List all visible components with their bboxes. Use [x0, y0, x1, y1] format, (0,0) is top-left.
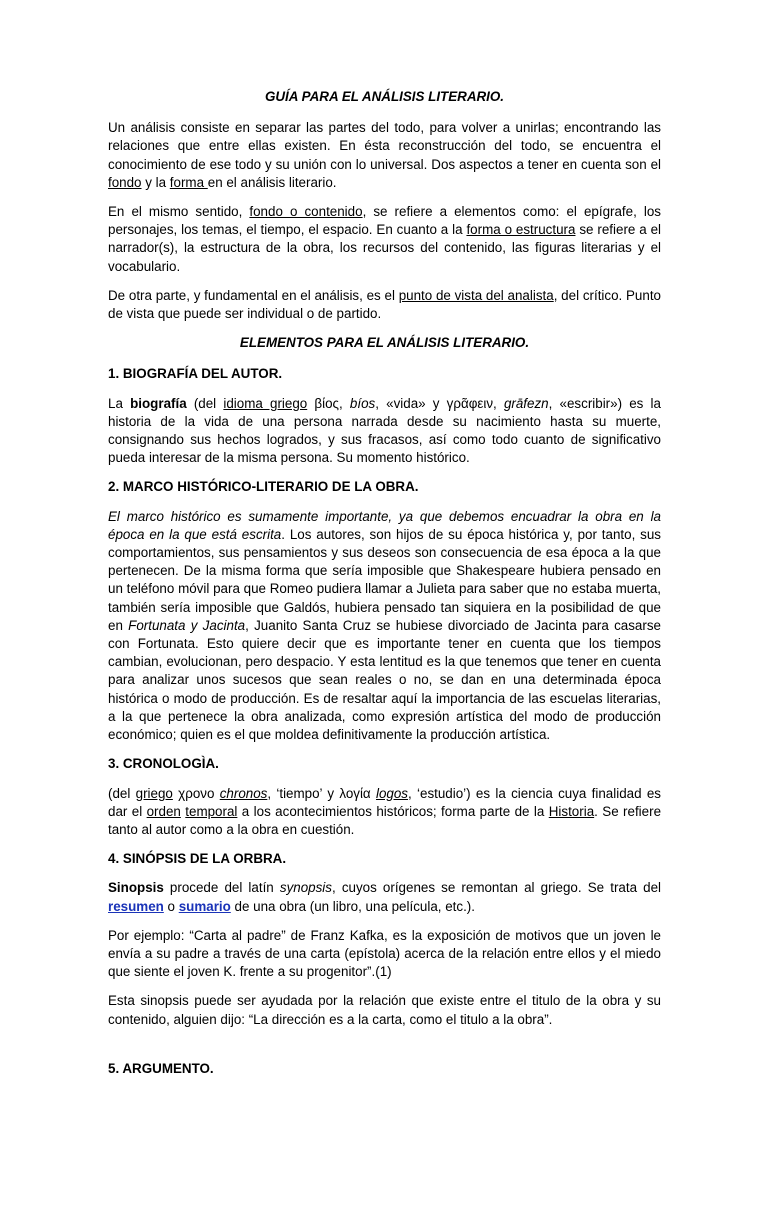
- section-4-paragraph-3: Esta sinopsis puede ser ayudada por la relación que existe entre el titulo de la obra y su contenido, alguien dijo: “La dirección es a la carta, como el titulo a la obra”.: [108, 993, 661, 1027]
- link-idioma-griego[interactable]: idioma griego: [223, 395, 308, 411]
- punto-de-vista-paragraph: De otra parte, y fundamental en el análisis, es el punto de vista del analista, del crítico. Punto de vista que puede ser individual o de partido.: [108, 287, 661, 322]
- section-4-paragraph-2: Por ejemplo: “Carta al padre” de Franz Kafka, es la exposición de motivos que un joven le envía a su padre a través de una carta (epístola) acerca de la relación entre ellos y el miedo que siente el joven K. frente a su progenitor”.(1): [108, 927, 661, 980]
- section-1-title: 1. BIOGRAFÍA DEL AUTOR.: [108, 366, 283, 382]
- section-1-paragraph: La biografía (del idioma griego βίος, bíos, «vida» y γρᾶφειν, grāfezn, «escribir») es la historia de la vida de una persona narrada desde su nacimiento hasta su muerte, consignando sus hechos logrados, y sus fracasos, así como todo cuanto de significativo pueda interesar de la misma persona. Su momento histórico.: [108, 395, 661, 466]
- link-resumen[interactable]: resumen: [108, 898, 164, 914]
- section-5-title: 5. ARGUMENTO.: [108, 1060, 214, 1076]
- document-title: GUÍA PARA EL ANÁLISIS LITERARIO.: [264, 89, 505, 104]
- term-forma: forma: [169, 174, 208, 190]
- link-temporal[interactable]: temporal: [185, 803, 238, 819]
- link-sumario[interactable]: sumario: [178, 898, 231, 914]
- intro-paragraph: Un análisis consiste en separar las partes del todo, para volver a unirlas; encontrando las relaciones que entre ellas existen. En ésta reconstrucción del todo, se encuentra el conocimiento de ese todo y su unión con lo universal. Dos aspectos a tener en cuenta son el fondo y la forma en el análisis literario.: [108, 120, 661, 190]
- link-griego[interactable]: griego: [135, 785, 173, 801]
- spacer: [108, 1040, 661, 1060]
- link-historia[interactable]: Historia: [548, 803, 595, 819]
- term-fondo: fondo: [108, 174, 142, 190]
- section-2-title: 2. MARCO HISTÓRICO-LITERARIO DE LA OBRA.: [108, 479, 419, 495]
- section-3-title: 3. CRONOLOGÌA.: [108, 756, 219, 772]
- link-chronos[interactable]: chronos: [219, 785, 268, 801]
- link-orden[interactable]: orden: [146, 803, 181, 819]
- section-4-paragraph-1: Sinopsis procede del latín synopsis, cuyos orígenes se remontan al griego. Se trata del resumen o sumario de una obra (un libro, una película, etc.).: [108, 880, 662, 914]
- section-2-paragraph: El marco histórico es sumamente importante, ya que debemos encuadrar la obra en la época en la que está escrita. Los autores, son hijos de su época histórica y, por tanto, sus comportamientos, sus pensamientos y sus deseos son consecuencia de esa época a la que pertenecen. De la misma forma que sería imposible que Shakespeare hubiera pensado en un teléfono móvil para que Romeo pudiera llamar a Julieta para saber que no estaba muerta, también sería imposible que Galdós, hubiera pensado tan siquiera en la posibilidad de que en Fortunata y Jacinta, Juanito Santa Cruz se hubiese divorciado de Jacinta para casarse con Fortunata. Esto quiere decir que es importante tener en cuenta que los tiempos cambian, evolucionan, pero despacio. Y esta lentitud es la que tenemos que tener en cuenta para analizar unos sucesos que sean reales o no, se dan en una determinada época histórica o modo de producción. Es de resaltar aquí la importancia de las escuelas literarias, a la que pertenece la obra analizada, como expresión artística del modo de producción económico; quien es el que moldea definitivamente la producción artística.: [108, 508, 662, 743]
- document-page: [108, 88, 661, 1089]
- term-fondo-contenido: fondo o contenido: [249, 204, 363, 220]
- term-forma-estructura: forma o estructura: [466, 222, 576, 238]
- term-punto-de-vista: punto de vista del analista: [398, 287, 554, 303]
- link-logos[interactable]: logos: [375, 785, 408, 801]
- fondo-forma-paragraph: En el mismo sentido, fondo o contenido, se refiere a elementos como: el epígrafe, los personajes, los temas, el tiempo, el espacio. En cuanto a la forma o estructura se refiere a el narrador(s), la estructura de la obra, los recursos del contenido, las figuras literarias y el vocabulario.: [108, 204, 662, 274]
- elements-subtitle: ELEMENTOS PARA EL ANÁLISIS LITERARIO.: [239, 335, 530, 351]
- section-3-paragraph: (del griego χρονο chronos, ‘tiempo’ y λογία logos, ‘estudio’) es la ciencia cuya finalidad es dar el orden temporal a los acontecimientos históricos; forma parte de la Historia. Se refiere tanto al autor como a la obra en cuestión.: [108, 785, 662, 837]
- section-4-title: 4. SINÓPSIS DE LA ORBRA.: [108, 851, 287, 867]
